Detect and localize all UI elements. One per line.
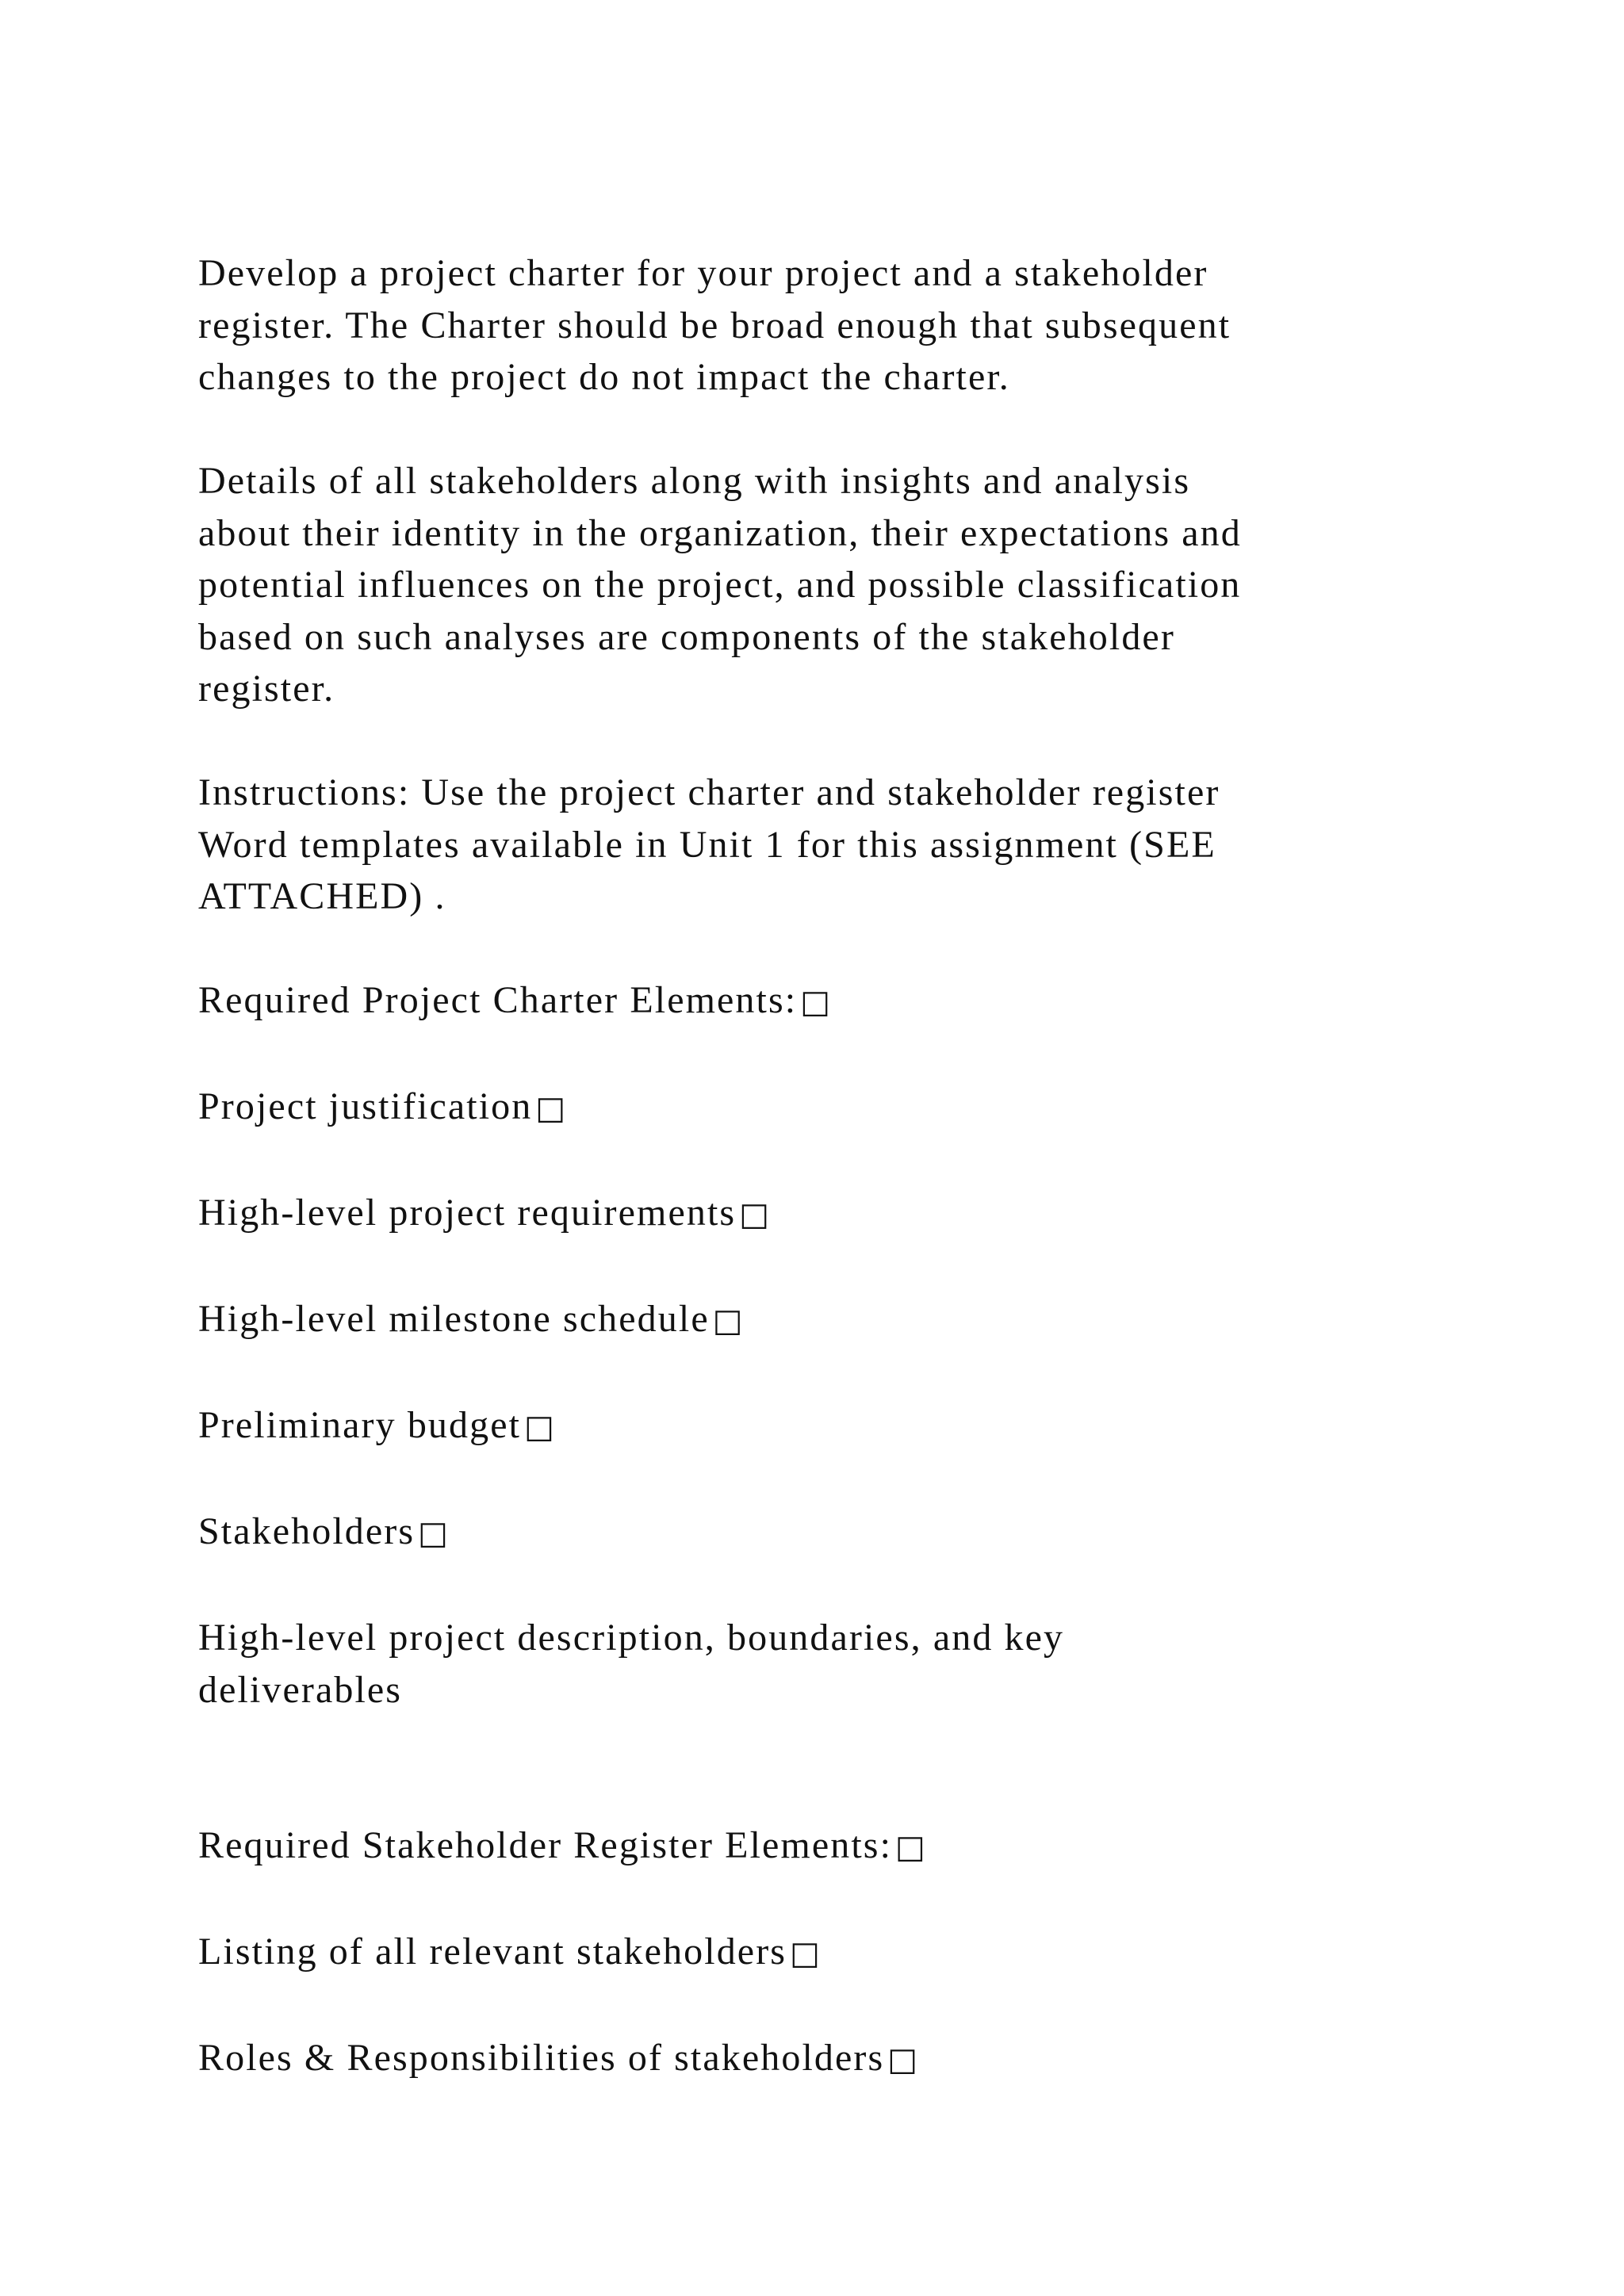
text-line: register. The Charter should be broad enough that subsequent: [198, 304, 1231, 346]
charter-item-budget: [198, 1399, 1435, 1454]
charter-item-milestone-schedule: [198, 1293, 1435, 1348]
text-line: about their identity in the organization, their expectations and: [198, 511, 1242, 554]
register-item-roles: [198, 2032, 1435, 2087]
text-line: based on such analyses are components of the stakeholder: [198, 615, 1175, 658]
paragraph-charter-intro: [198, 247, 1435, 404]
list-item-text: High-level milestone schedule: [198, 1298, 710, 1340]
charter-elements-heading: [198, 974, 1435, 1029]
list-item-text: Preliminary budget: [198, 1404, 522, 1446]
text-line: Develop a project charter for your project and a stakeholder: [198, 252, 1208, 294]
charter-item-justification: [198, 1081, 1435, 1135]
missing-glyph-box-icon: □: [887, 2042, 918, 2078]
missing-glyph-box-icon: □: [712, 1303, 743, 1339]
document-body: [198, 247, 1435, 2138]
paragraph-stakeholder-details: [198, 455, 1435, 715]
register-elements-heading: [198, 1820, 1435, 1874]
text-line: High-level project description, boundaries, and key: [198, 1617, 1065, 1659]
text-line: potential influences on the project, and possible classification: [198, 564, 1242, 606]
charter-item-stakeholders: [198, 1506, 1435, 1560]
missing-glyph-box-icon: □: [800, 984, 830, 1020]
text-line: changes to the project do not impact the charter.: [198, 356, 1010, 398]
paragraph-instructions: [198, 767, 1435, 923]
missing-glyph-box-icon: □: [790, 1935, 820, 1972]
list-item-text: Listing of all relevant stakeholders: [198, 1931, 787, 1973]
list-item-text: Stakeholders: [198, 1510, 416, 1552]
list-item-text: Roles & Responsibilities of stakeholders: [198, 2037, 885, 2079]
register-item-listing: [198, 1926, 1435, 1980]
text-line: Details of all stakeholders along with insights and analysis: [198, 460, 1191, 502]
text-line: Word templates available in Unit 1 for this assignment (SEE: [198, 823, 1216, 866]
text-line: Instructions: Use the project charter and stakeholder register: [198, 771, 1220, 813]
list-item-text: High-level project requirements: [198, 1192, 737, 1234]
charter-item-requirements: [198, 1187, 1435, 1242]
missing-glyph-box-icon: □: [739, 1196, 769, 1233]
text-line: deliverables: [198, 1668, 403, 1711]
list-item-text: Project justification: [198, 1085, 533, 1127]
text-line: register.: [198, 668, 335, 710]
heading-text: Required Stakeholder Register Elements:: [198, 1824, 893, 1866]
charter-item-description: [198, 1612, 1435, 1716]
missing-glyph-box-icon: □: [895, 1829, 925, 1866]
heading-text: Required Project Charter Elements:: [198, 979, 798, 1021]
missing-glyph-box-icon: □: [524, 1409, 554, 1445]
missing-glyph-box-icon: □: [418, 1515, 448, 1552]
text-line: ATTACHED) .: [198, 875, 446, 917]
missing-glyph-box-icon: □: [535, 1090, 566, 1127]
